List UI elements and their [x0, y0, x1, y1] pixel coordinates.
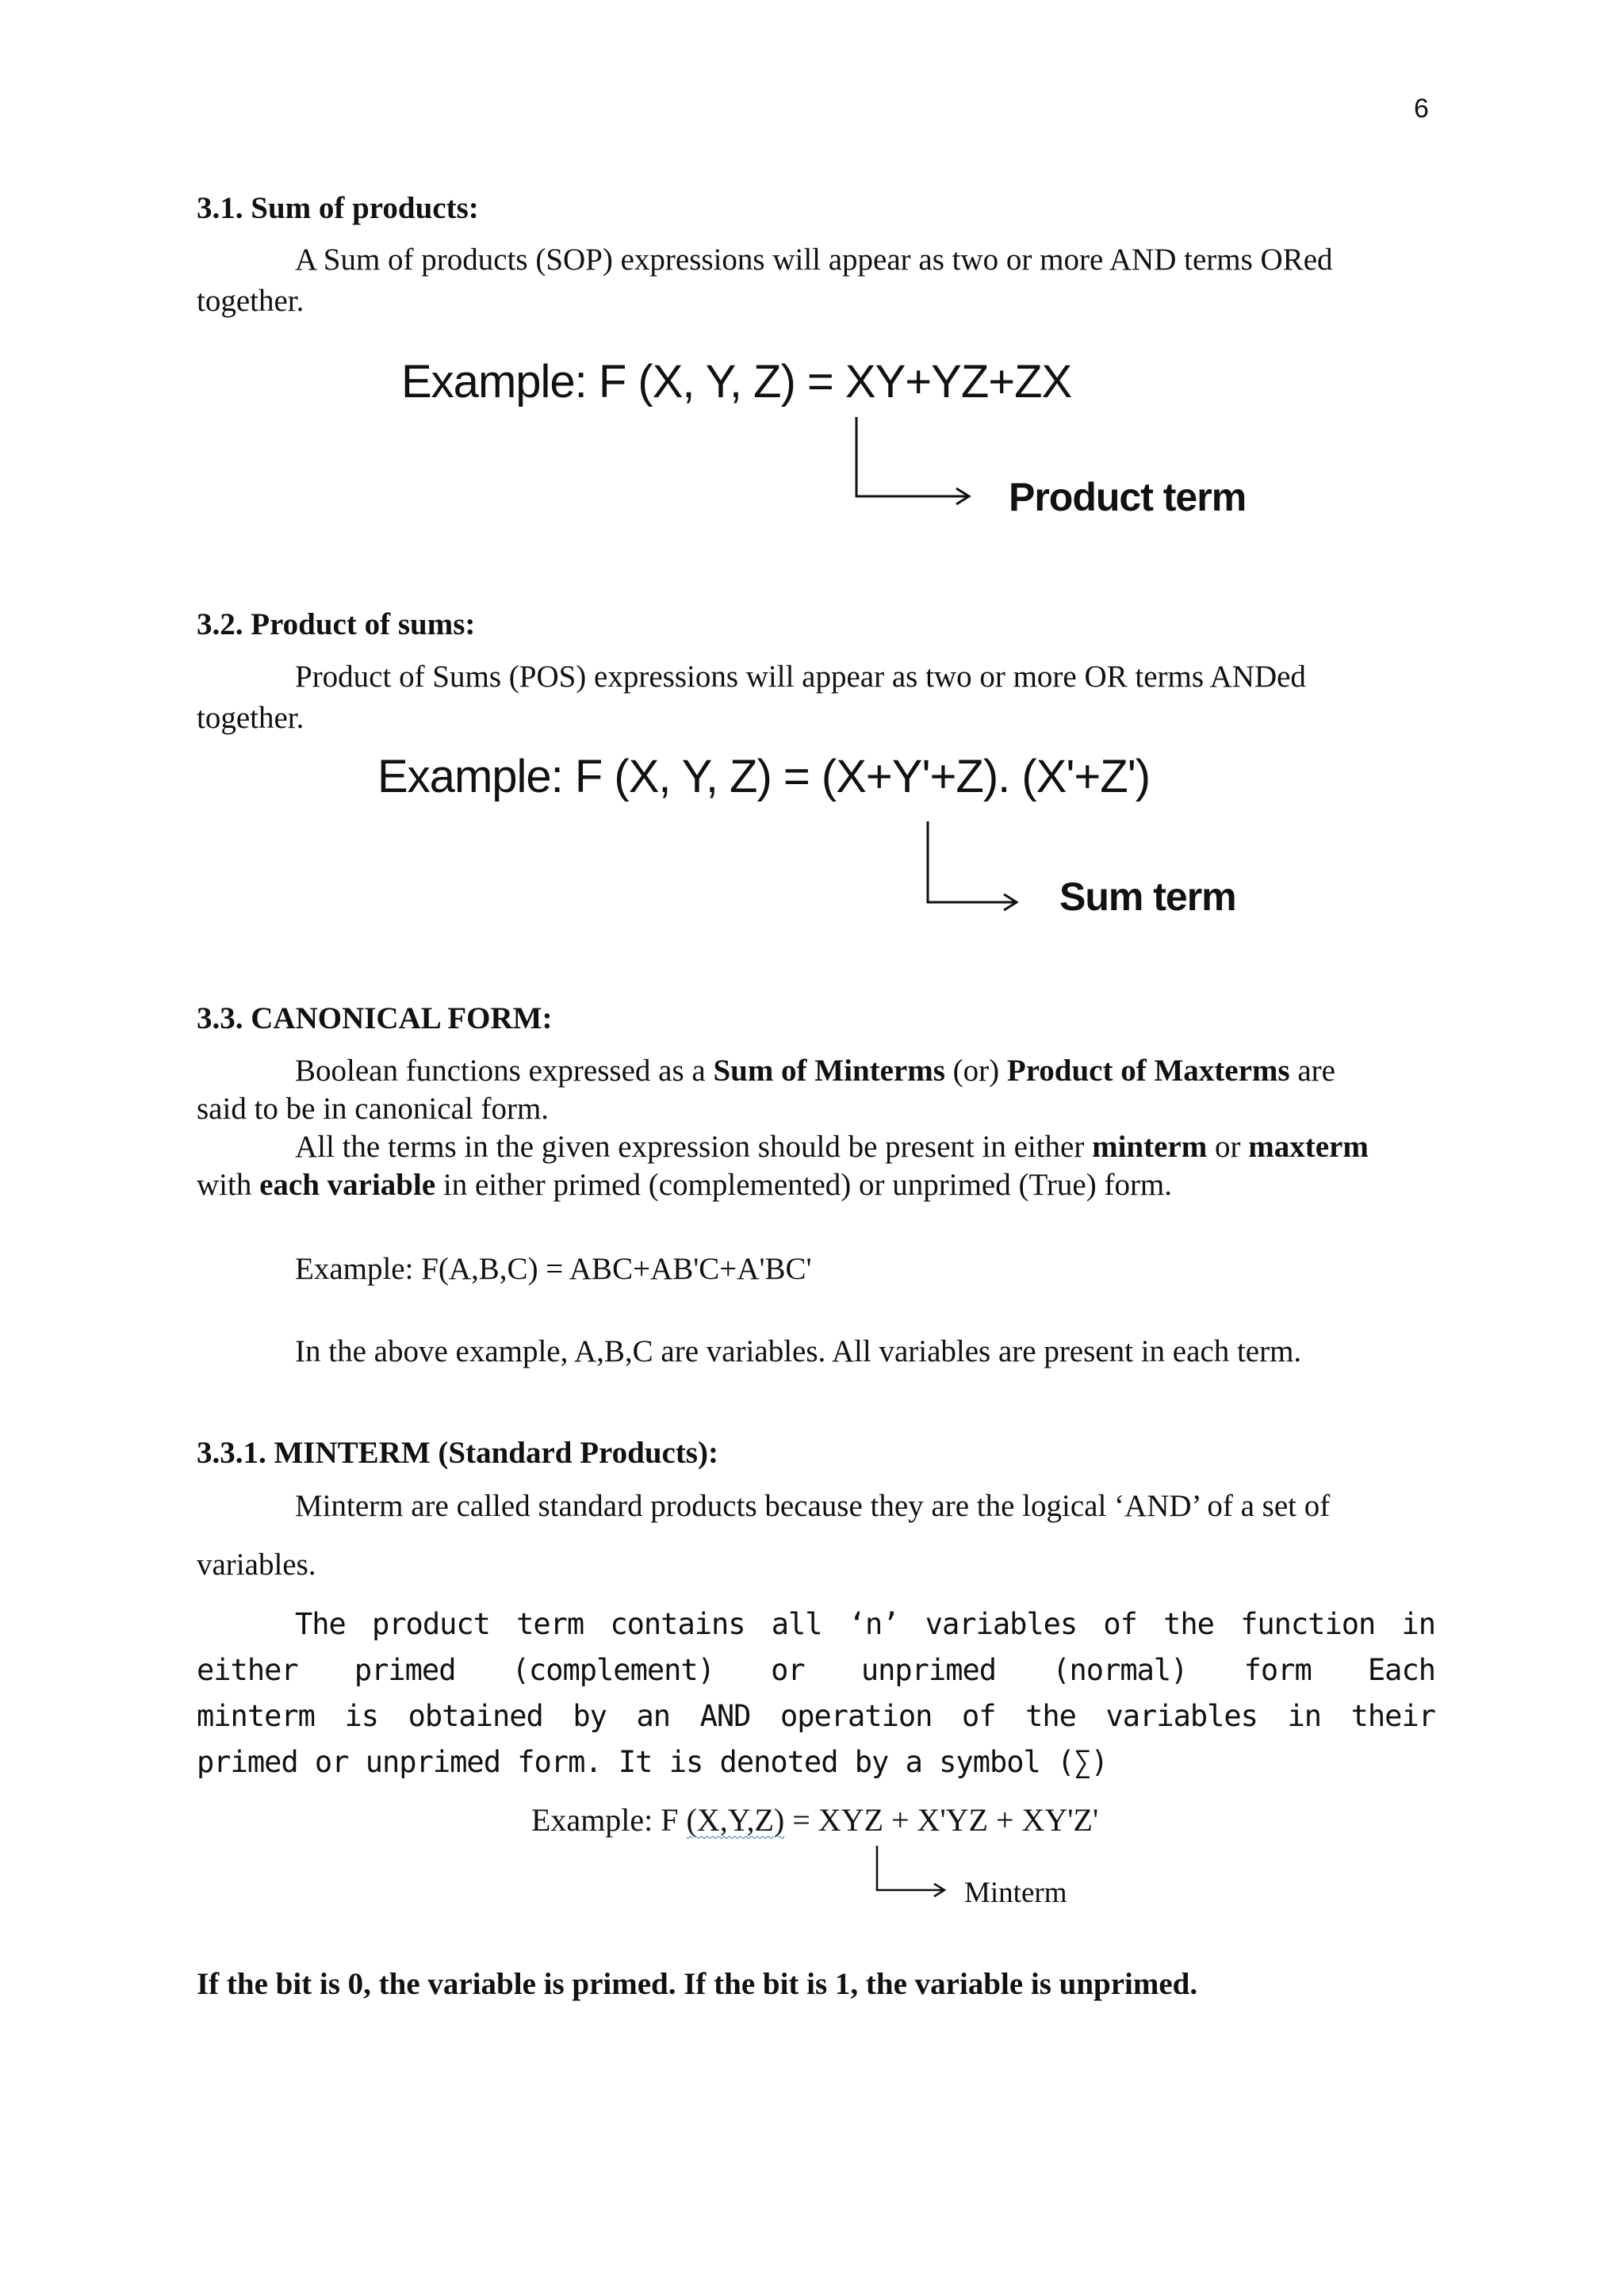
- minterm-example-figure: [530, 1798, 1148, 1925]
- each-variable-term: each variable: [259, 1168, 436, 1202]
- section-heading-pos: 3.2. Product of sums:: [197, 607, 476, 641]
- product-of-maxterms-term: Product of Maxterms: [1006, 1054, 1290, 1088]
- closing-statement: If the bit is 0, the variable is primed. If the bit is 1, the variable is unprimed.: [197, 1967, 1198, 2001]
- canonical-text: All the terms in the given expression should be present in either: [295, 1130, 1093, 1164]
- canonical-body: [197, 1052, 1434, 1204]
- sop-example-equation: Example: F (X, Y, Z) = XY+YZ+ZX: [401, 356, 1072, 408]
- pos-sum-term-label: Sum term: [1059, 874, 1236, 919]
- sop-body: [197, 239, 1434, 322]
- canonical-note: In the above example, A,B,C are variables. All variables are present in each term.: [295, 1334, 1302, 1368]
- minterm-example-args: (X,Y,Z): [686, 1802, 785, 1838]
- minterm-label: Minterm: [964, 1877, 1067, 1909]
- minterm-def-line2: either primed (complement) or unprimed (normal) form Each: [197, 1653, 1435, 1687]
- canonical-p2-line1: [197, 1128, 1434, 1166]
- minterm-definition: [197, 1601, 1435, 1785]
- minterm-body: [197, 1486, 1434, 1586]
- pos-arrow-icon: [920, 821, 1023, 916]
- canonical-example: Example: F(A,B,C) = ABC+AB'C+A'BC': [295, 1252, 812, 1286]
- canonical-text: are: [1289, 1054, 1335, 1088]
- canonical-text: with: [197, 1168, 260, 1202]
- minterm-example-text: = XYZ + X'YZ + XY'Z': [784, 1802, 1099, 1838]
- sop-example-figure: [396, 349, 1247, 539]
- sop-arrow-icon: [848, 417, 975, 504]
- sop-body-line2: together.: [197, 284, 304, 318]
- sop-product-term-label: Product term: [1009, 475, 1247, 519]
- canonical-text: (or): [944, 1054, 1007, 1088]
- canonical-text: or: [1207, 1130, 1249, 1164]
- minterm-def-line1: The product term contains all ‘n’ variables of the function in: [295, 1607, 1435, 1641]
- pos-example-equation: Example: F (X, Y, Z) = (X+Y'+Z). (X'+Z'): [377, 751, 1151, 802]
- minterm-def-line4: primed or unprimed form. It is denoted by a symbol (∑): [197, 1745, 1108, 1779]
- section-heading-canonical: 3.3. CANONICAL FORM:: [197, 1001, 553, 1035]
- page-number: 6: [1414, 94, 1429, 124]
- minterm-arrow-icon: [871, 1846, 950, 1901]
- minterm-body-line1: Minterm are called standard products because they are the logical ‘AND’ of a set of: [295, 1489, 1331, 1523]
- sop-body-line1: A Sum of products (SOP) expressions will appear as two or more AND terms ORed: [295, 243, 1333, 277]
- pos-example-figure: [373, 745, 1277, 928]
- maxterm-term: maxterm: [1248, 1130, 1369, 1164]
- canonical-text: Boolean functions expressed as a: [295, 1054, 714, 1088]
- canonical-p2-line2: [197, 1166, 1434, 1204]
- minterm-def-line3: minterm is obtained by an AND operation of the variables in their: [197, 1699, 1435, 1733]
- section-heading-minterm: 3.3.1. MINTERM (Standard Products):: [197, 1436, 718, 1470]
- canonical-p1-line2: said to be in canonical form.: [197, 1092, 550, 1126]
- minterm-body-line2: variables.: [197, 1548, 316, 1582]
- pos-body-line1: Product of Sums (POS) expressions will appear as two or more OR terms ANDed: [295, 660, 1306, 694]
- minterm-term: minterm: [1092, 1130, 1208, 1164]
- sum-of-minterms-term: Sum of Minterms: [713, 1054, 945, 1088]
- minterm-example-equation: [531, 1801, 1098, 1839]
- pos-body-line2: together.: [197, 701, 304, 735]
- canonical-p1-line1: [197, 1052, 1434, 1090]
- section-heading-sop: 3.1. Sum of products:: [197, 191, 479, 225]
- pos-body: [197, 656, 1434, 739]
- minterm-example-text: Example: F: [531, 1802, 687, 1838]
- canonical-text: in either primed (complemented) or unprimed (True) form.: [435, 1168, 1173, 1202]
